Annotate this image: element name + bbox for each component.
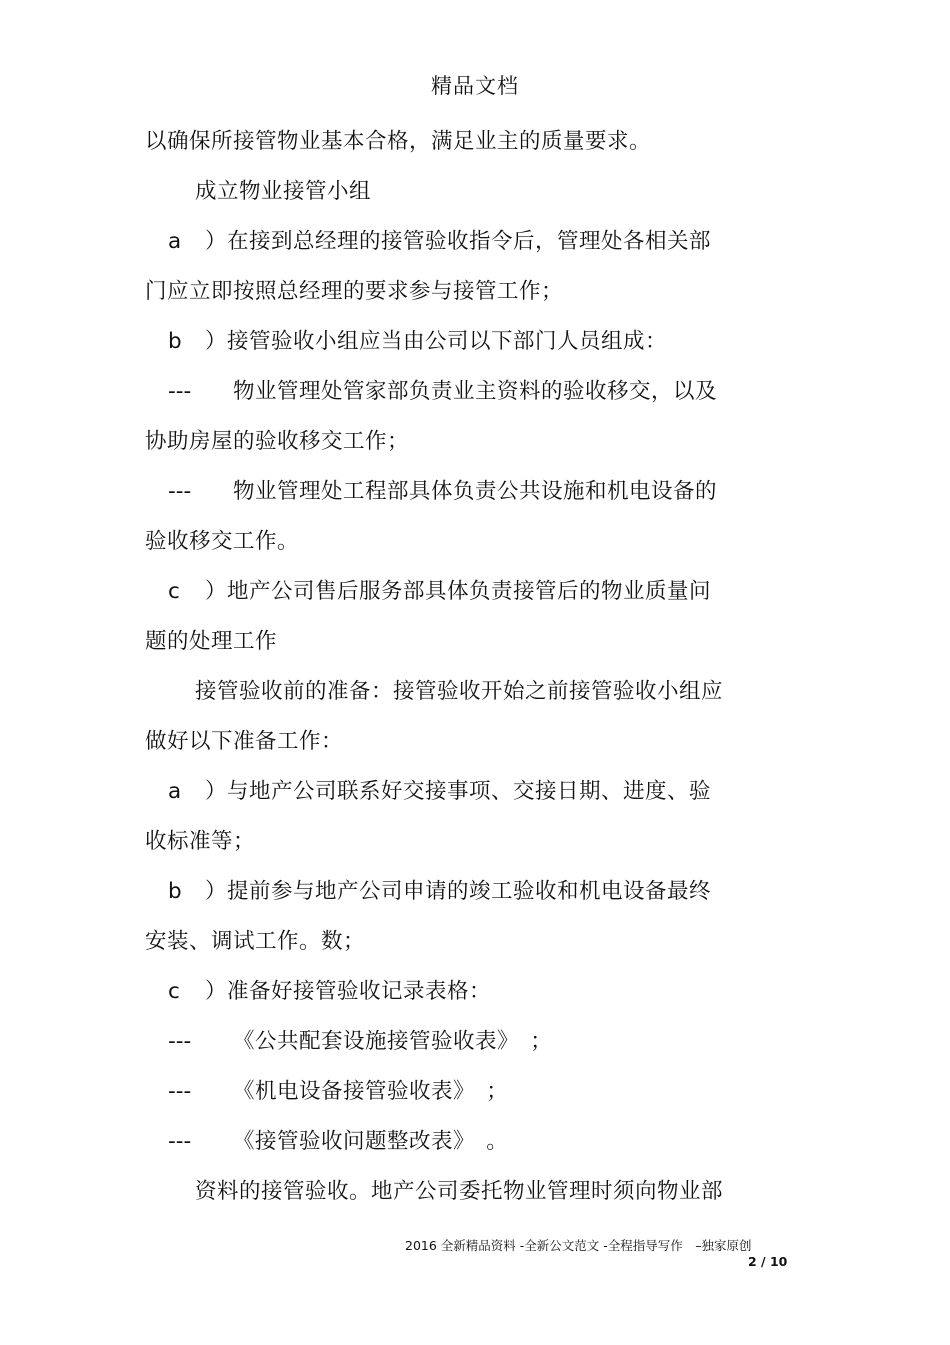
list-item-text: ）接管验收小组应当由公司以下部门人员组成： [205,329,668,354]
list-item-text: ）准备好接管验收记录表格： [205,979,492,1004]
section-heading: 成立物业接管小组 [195,179,372,204]
page-header: 精品文档 [431,74,519,98]
dash-marker: --- [168,479,192,504]
list-marker: a [168,779,182,804]
list-item-text: 《机电设备接管验收表》 ； [233,1079,509,1104]
list-marker: a [168,229,182,254]
list-item-text: 《接管验收问题整改表》 。 [233,1129,509,1154]
list-item-text: ）与地产公司联系好交接事项、交接日期、进度、验 [205,779,712,804]
paragraph-line: 收标准等； [145,829,256,854]
list-item-text: ）地产公司售后服务部具体负责接管后的物业质量问 [205,579,712,604]
page-number: 2 / 10 [748,1254,788,1269]
dash-marker: --- [168,1129,192,1154]
paragraph-line: 安装、调试工作。数； [145,929,366,954]
section-heading: 接管验收前的准备：接管验收开始之前接管验收小组应 [195,679,724,704]
list-marker: c [168,979,180,1004]
list-marker: b [168,329,182,354]
dash-marker: --- [168,379,192,404]
list-marker: c [168,579,180,604]
list-item-text: 物业管理处工程部具体负责公共设施和机电设备的 [233,479,718,504]
dash-marker: --- [168,1029,192,1054]
list-item-text: ）提前参与地产公司申请的竣工验收和机电设备最终 [205,879,712,904]
paragraph-line: 做好以下准备工作： [145,729,344,754]
list-marker: b [168,879,182,904]
paragraph-line: 题的处理工作 [145,629,278,654]
list-item-text: 物业管理处管家部负责业主资料的验收移交，以及 [233,379,718,404]
paragraph-line: 以确保所接管物业基本合格，满足业主的质量要求。 [145,129,652,154]
paragraph-line: 门应立即按照总经理的要求参与接管工作； [145,279,564,304]
dash-marker: --- [168,1079,192,1104]
section-heading: 资料的接管验收。地产公司委托物业管理时须向物业部 [195,1179,724,1204]
paragraph-line: 验收移交工作。 [145,529,300,554]
list-item-text: ）在接到总经理的接管验收指令后，管理处各相关部 [205,229,712,254]
footer-text: 2016 全新精品资料 -全新公文范文 -全程指导写作 –独家原创 [405,1238,752,1253]
list-item-text: 《公共配套设施接管验收表》 ； [233,1029,553,1054]
paragraph-line: 协助房屋的验收移交工作； [145,429,410,454]
